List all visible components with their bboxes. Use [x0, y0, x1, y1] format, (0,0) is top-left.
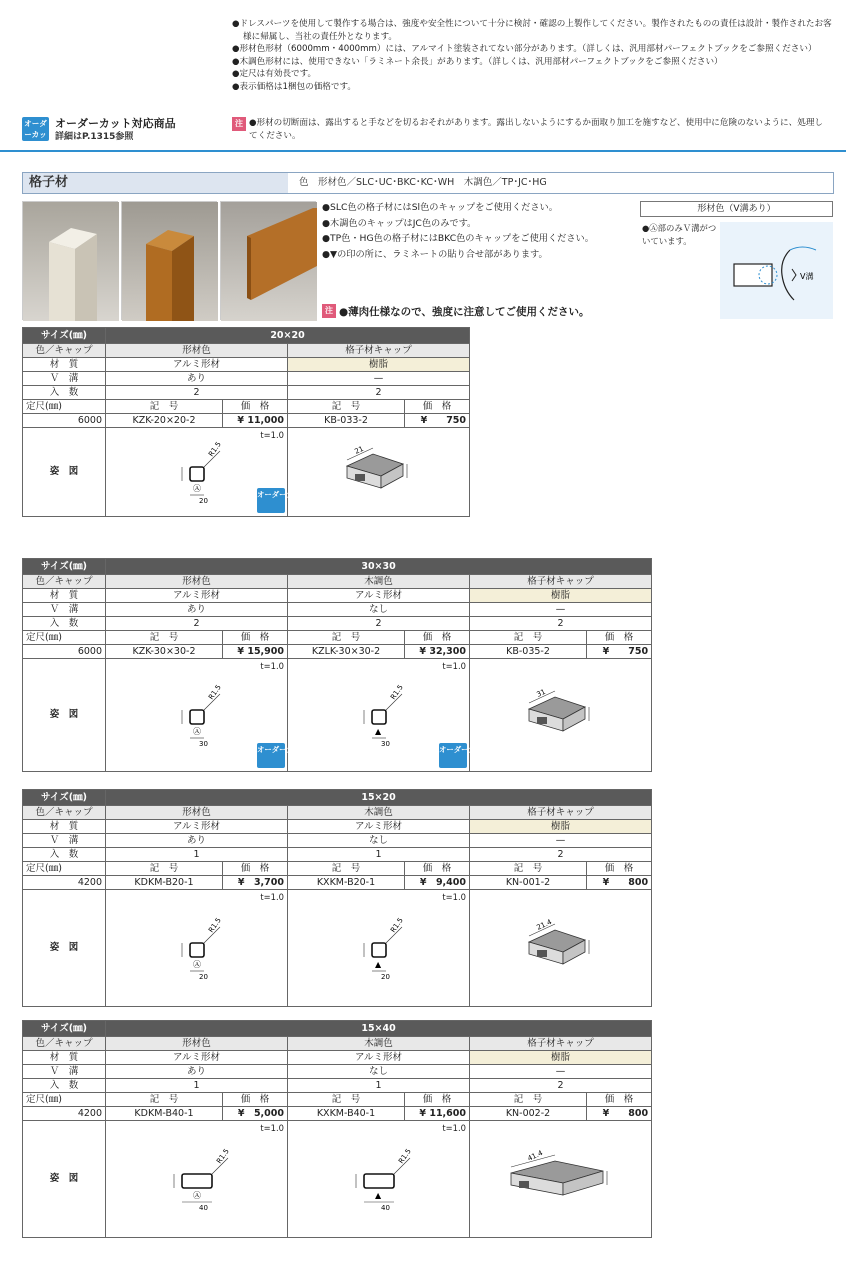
v-groove-value: —: [470, 603, 652, 617]
cap-dimension: 31: [535, 687, 547, 699]
material-label: 材 質: [23, 820, 106, 834]
spec-table: [22, 789, 652, 1007]
length-label: 定尺(㎜): [23, 1093, 106, 1107]
material-value: アルミ形材: [288, 820, 470, 834]
quantity-value: 2: [288, 617, 470, 631]
product-code: KN-001-2: [470, 876, 587, 890]
width-dimension: 20: [199, 973, 208, 981]
v-groove-value: —: [288, 372, 470, 386]
price-header: 価 格: [587, 631, 652, 645]
color-label: 色／キャップ: [23, 1037, 106, 1051]
usage-note: ●TP色・HG色の格子材にはBKC色のキャップをご使用ください。: [322, 233, 594, 245]
quantity-value: 2: [106, 386, 288, 400]
figure-cell: [106, 890, 288, 1007]
caution-label: 注: [322, 304, 336, 318]
figure-wrap: [288, 890, 470, 1006]
product-price: ¥ 800: [587, 1107, 652, 1121]
color-value: 形材色: [106, 575, 288, 589]
figure-wrap: [288, 1121, 470, 1237]
figure-label: 姿 図: [23, 890, 106, 1007]
product-price: ¥ 15,900: [223, 645, 288, 659]
price-header: 価 格: [405, 400, 470, 414]
size-value: 30×30: [106, 559, 652, 575]
figure-cell: [288, 890, 470, 1007]
price-header: 価 格: [223, 1093, 288, 1107]
thickness-note: t=1.0: [260, 892, 284, 902]
color-value: 格子材キャップ: [470, 806, 652, 820]
size-value: 15×20: [106, 790, 652, 806]
thickness-note: t=1.0: [260, 430, 284, 440]
order-cut-badge: オーダーカット: [257, 743, 285, 768]
order-cut-badge: オーダーカット: [257, 488, 285, 513]
thickness-note: t=1.0: [442, 661, 466, 671]
v-groove-diagram: [720, 222, 833, 319]
code-header: 記 号: [470, 1093, 587, 1107]
width-dimension: 20: [199, 497, 208, 505]
figure-wrap: [470, 890, 652, 1006]
code-header: 記 号: [288, 862, 405, 876]
length-value: 4200: [23, 1107, 106, 1121]
figure-label: 姿 図: [23, 428, 106, 517]
code-header: 記 号: [106, 631, 223, 645]
material-value: アルミ形材: [288, 589, 470, 603]
width-dimension: 40: [381, 1204, 390, 1212]
material-value: 樹脂: [470, 1051, 652, 1065]
cap-dimension: 41.4: [526, 1148, 544, 1163]
product-code: KDKM-B40-1: [106, 1107, 223, 1121]
figure-wrap: [288, 659, 491, 771]
price-header: 価 格: [405, 862, 470, 876]
code-header: 記 号: [288, 631, 405, 645]
quantity-value: 2: [470, 848, 652, 862]
material-value: アルミ形材: [288, 1051, 470, 1065]
thickness-note: t=1.0: [260, 1123, 284, 1133]
color-label: 色／キャップ: [23, 344, 106, 358]
figure-cell: [106, 1121, 288, 1238]
section-colors: 色 形材色／SLC･UC･BKC･KC･WH 木調色／TP･JC･HG: [299, 177, 547, 188]
v-groove-value: あり: [106, 372, 288, 386]
figure-cell: [106, 659, 309, 772]
code-header: 記 号: [106, 862, 223, 876]
profile-mark: Ⓐ: [193, 1191, 201, 1200]
v-groove-value: あり: [106, 603, 288, 617]
size-label: サイズ(㎜): [23, 1021, 106, 1037]
photo-wood-color: [121, 201, 217, 320]
figure-wrap: [288, 428, 470, 516]
product-price: ¥ 9,400: [405, 876, 470, 890]
code-header: 記 号: [288, 1093, 405, 1107]
code-header: 記 号: [288, 400, 405, 414]
product-code: KB-035-2: [470, 645, 587, 659]
profile-mark: Ⓐ: [193, 484, 201, 493]
size-label: サイズ(㎜): [23, 790, 106, 806]
quantity-label: 入 数: [23, 1079, 106, 1093]
quantity-label: 入 数: [23, 848, 106, 862]
thickness-note: t=1.0: [442, 1123, 466, 1133]
caution-label: 注: [232, 117, 246, 131]
product-code: KZLK-30×30-2: [288, 645, 405, 659]
radius-label: R1.5: [207, 440, 223, 459]
figure-cell: [470, 659, 652, 772]
figure-wrap: [106, 659, 309, 771]
material-value: アルミ形材: [106, 358, 288, 372]
code-header: 記 号: [470, 631, 587, 645]
material-value: アルミ形材: [106, 820, 288, 834]
v-groove-value: なし: [288, 834, 470, 848]
section-title: 格子材: [23, 173, 288, 193]
color-value: 格子材キャップ: [288, 344, 470, 358]
profile-mark: Ⓐ: [193, 727, 201, 736]
figure-cell: [288, 659, 491, 772]
color-value: 木調色: [288, 575, 470, 589]
material-value: アルミ形材: [106, 589, 288, 603]
price-header: 価 格: [223, 862, 288, 876]
length-value: 6000: [23, 645, 106, 659]
figure-cell: [470, 890, 652, 1007]
profile-mark: ▲: [375, 960, 382, 969]
profile-diagram: [288, 890, 470, 1006]
width-dimension: 30: [381, 740, 390, 748]
material-value: アルミ形材: [106, 1051, 288, 1065]
product-price: ¥ 32,300: [405, 645, 470, 659]
width-dimension: 40: [199, 1204, 208, 1212]
v-groove-value: あり: [106, 1065, 288, 1079]
radius-label: R1.5: [215, 1147, 231, 1166]
product-code: KXKM-B40-1: [288, 1107, 405, 1121]
length-value: 6000: [23, 414, 106, 428]
v-groove-label: Ｖ 溝: [23, 1065, 106, 1079]
product-code: KZK-20×20-2: [106, 414, 223, 428]
product-price: ¥ 3,700: [223, 876, 288, 890]
price-header: 価 格: [587, 862, 652, 876]
product-price: ¥ 750: [405, 414, 470, 428]
price-header: 価 格: [223, 400, 288, 414]
product-price: ¥ 750: [587, 645, 652, 659]
order-cut-reference: 詳細はP.1315参照: [55, 132, 134, 142]
thin-wall-caution: [322, 304, 589, 319]
radius-label: R1.5: [389, 916, 405, 935]
material-label: 材 質: [23, 1051, 106, 1065]
profile-diagram: [288, 1121, 470, 1237]
product-code: KB-033-2: [288, 414, 405, 428]
figure-wrap: [106, 428, 309, 516]
material-value: 樹脂: [288, 358, 470, 372]
radius-label: R1.5: [397, 1147, 413, 1166]
code-header: 記 号: [106, 400, 223, 414]
profile-diagram: [106, 890, 288, 1006]
length-label: 定尺(㎜): [23, 631, 106, 645]
photo-wood-flat: [220, 201, 316, 320]
profile-diagram: [470, 659, 652, 771]
width-dimension: 20: [381, 973, 390, 981]
cap-dimension: 21.4: [535, 917, 553, 932]
profile-mark: ▲: [375, 1191, 382, 1200]
v-groove-label: Ｖ 溝: [23, 603, 106, 617]
figure-cell: [288, 428, 470, 517]
cap-dimension: 21: [353, 444, 365, 456]
thickness-note: t=1.0: [442, 892, 466, 902]
product-price: ¥ 11,000: [223, 414, 288, 428]
profile-diagram: [470, 890, 652, 1006]
product-code: KXKM-B20-1: [288, 876, 405, 890]
figure-wrap: [106, 1121, 288, 1237]
caution-note: [232, 117, 838, 143]
color-value: 木調色: [288, 806, 470, 820]
product-price: ¥ 5,000: [223, 1107, 288, 1121]
radius-label: R1.5: [207, 683, 223, 702]
quantity-value: 2: [288, 386, 470, 400]
quantity-value: 1: [288, 1079, 470, 1093]
profile-mark: Ⓐ: [193, 960, 201, 969]
color-value: 形材色: [106, 806, 288, 820]
size-value: 20×20: [106, 328, 470, 344]
quantity-value: 2: [470, 1079, 652, 1093]
price-header: 価 格: [587, 1093, 652, 1107]
thickness-note: t=1.0: [260, 661, 284, 671]
order-cut-badge: オーダーカット: [22, 117, 49, 141]
spec-table: [22, 1020, 652, 1238]
figure-label: 姿 図: [23, 659, 106, 772]
order-cut-title: オーダーカット対応商品: [55, 117, 176, 130]
radius-label: R1.5: [207, 916, 223, 935]
size-value: 15×40: [106, 1021, 652, 1037]
profile-mark: ▲: [375, 727, 382, 736]
photo-metal-color: [22, 201, 118, 320]
radius-label: R1.5: [389, 683, 405, 702]
length-value: 4200: [23, 876, 106, 890]
product-code: KDKM-B20-1: [106, 876, 223, 890]
material-label: 材 質: [23, 589, 106, 603]
v-groove-label: V溝: [800, 272, 814, 281]
color-value: 格子材キャップ: [470, 1037, 652, 1051]
figure-cell: [106, 428, 309, 517]
note: ●形材色形材（6000mm・4000mm）には、アルマイト塗装されてない部分があります。（詳しくは、汎用部材パーフェクトブックをご参照ください）: [232, 44, 817, 55]
spec-table: [22, 558, 652, 772]
profile-diagram: [470, 1121, 652, 1237]
note: ●木調色形材には、使用できない「ラミネート余長」があります。（詳しくは、汎用部材パーフェクトブックをご参照ください）: [232, 56, 723, 67]
note: ●表示価格は1梱包の価格です。: [232, 81, 356, 92]
material-value: 樹脂: [470, 820, 652, 834]
price-header: 価 格: [405, 631, 470, 645]
note: ●定尺は有効長です。: [232, 69, 317, 80]
material-label: 材 質: [23, 358, 106, 372]
v-groove-value: —: [470, 834, 652, 848]
quantity-label: 入 数: [23, 386, 106, 400]
figure-cell: [288, 1121, 470, 1238]
usage-note: ●▼の印の所に、ラミネートの貼り合せ部があります。: [322, 248, 548, 260]
figure-cell: [470, 1121, 652, 1238]
material-value: 樹脂: [470, 589, 652, 603]
profile-diagram: [288, 428, 470, 516]
color-value: 形材色: [106, 344, 288, 358]
figure-wrap: [470, 1121, 652, 1237]
price-header: 価 格: [405, 1093, 470, 1107]
note: ●ドレスパーツを使用して製作する場合は、強度や安全性について十分に検討・確認の上製作してください。製作されたものの責任は設計・製作されたお客様に帰属し、当社の責任外となります。: [232, 19, 832, 42]
size-label: サイズ(㎜): [23, 328, 106, 344]
product-price: ¥ 11,600: [405, 1107, 470, 1121]
price-header: 価 格: [223, 631, 288, 645]
product-code: KN-002-2: [470, 1107, 587, 1121]
v-groove-value: —: [470, 1065, 652, 1079]
section-header: [22, 172, 834, 194]
color-value: 格子材キャップ: [470, 575, 652, 589]
product-price: ¥ 800: [587, 876, 652, 890]
usage-notes: [322, 200, 594, 262]
v-groove-label: Ｖ 溝: [23, 834, 106, 848]
code-header: 記 号: [106, 1093, 223, 1107]
size-label: サイズ(㎜): [23, 559, 106, 575]
color-label: 色／キャップ: [23, 806, 106, 820]
length-label: 定尺(㎜): [23, 400, 106, 414]
quantity-value: 1: [106, 848, 288, 862]
code-header: 記 号: [470, 862, 587, 876]
profile-diagram: [106, 1121, 288, 1237]
length-label: 定尺(㎜): [23, 862, 106, 876]
caution-text: ●形材の切断面は、露出すると手などを切るおそれがあります。露出しないようにするか面取り加工を施すなど、使用中に危険のないように、処理してください。: [249, 118, 824, 141]
quantity-label: 入 数: [23, 617, 106, 631]
figure-label: 姿 図: [23, 1121, 106, 1238]
product-code: KZK-30×30-2: [106, 645, 223, 659]
usage-note: ●木調色のキャップはJC色のみです。: [322, 217, 477, 229]
order-cut-badge: オーダーカット: [439, 743, 467, 768]
width-dimension: 30: [199, 740, 208, 748]
v-groove-note: ●Ⓐ部のみＶ溝がついています。: [642, 223, 717, 246]
quantity-value: 1: [288, 848, 470, 862]
quantity-value: 2: [106, 617, 288, 631]
caution-text: ●薄肉仕様なので、強度に注意してご使用ください。: [339, 306, 590, 318]
quantity-value: 1: [106, 1079, 288, 1093]
figure-wrap: [470, 659, 652, 771]
figure-wrap: [106, 890, 288, 1006]
notes-list: [232, 18, 838, 94]
color-value: 木調色: [288, 1037, 470, 1051]
divider: [0, 150, 846, 152]
v-groove-value: あり: [106, 834, 288, 848]
v-groove-title: 形材色（V溝あり）: [640, 201, 833, 217]
v-groove-label: Ｖ 溝: [23, 372, 106, 386]
color-value: 形材色: [106, 1037, 288, 1051]
v-groove-value: なし: [288, 1065, 470, 1079]
v-groove-value: なし: [288, 603, 470, 617]
spec-table: [22, 327, 470, 517]
usage-note: ●SLC色の格子材にはSl色のキャップをご使用ください。: [322, 202, 558, 213]
quantity-value: 2: [470, 617, 652, 631]
color-label: 色／キャップ: [23, 575, 106, 589]
